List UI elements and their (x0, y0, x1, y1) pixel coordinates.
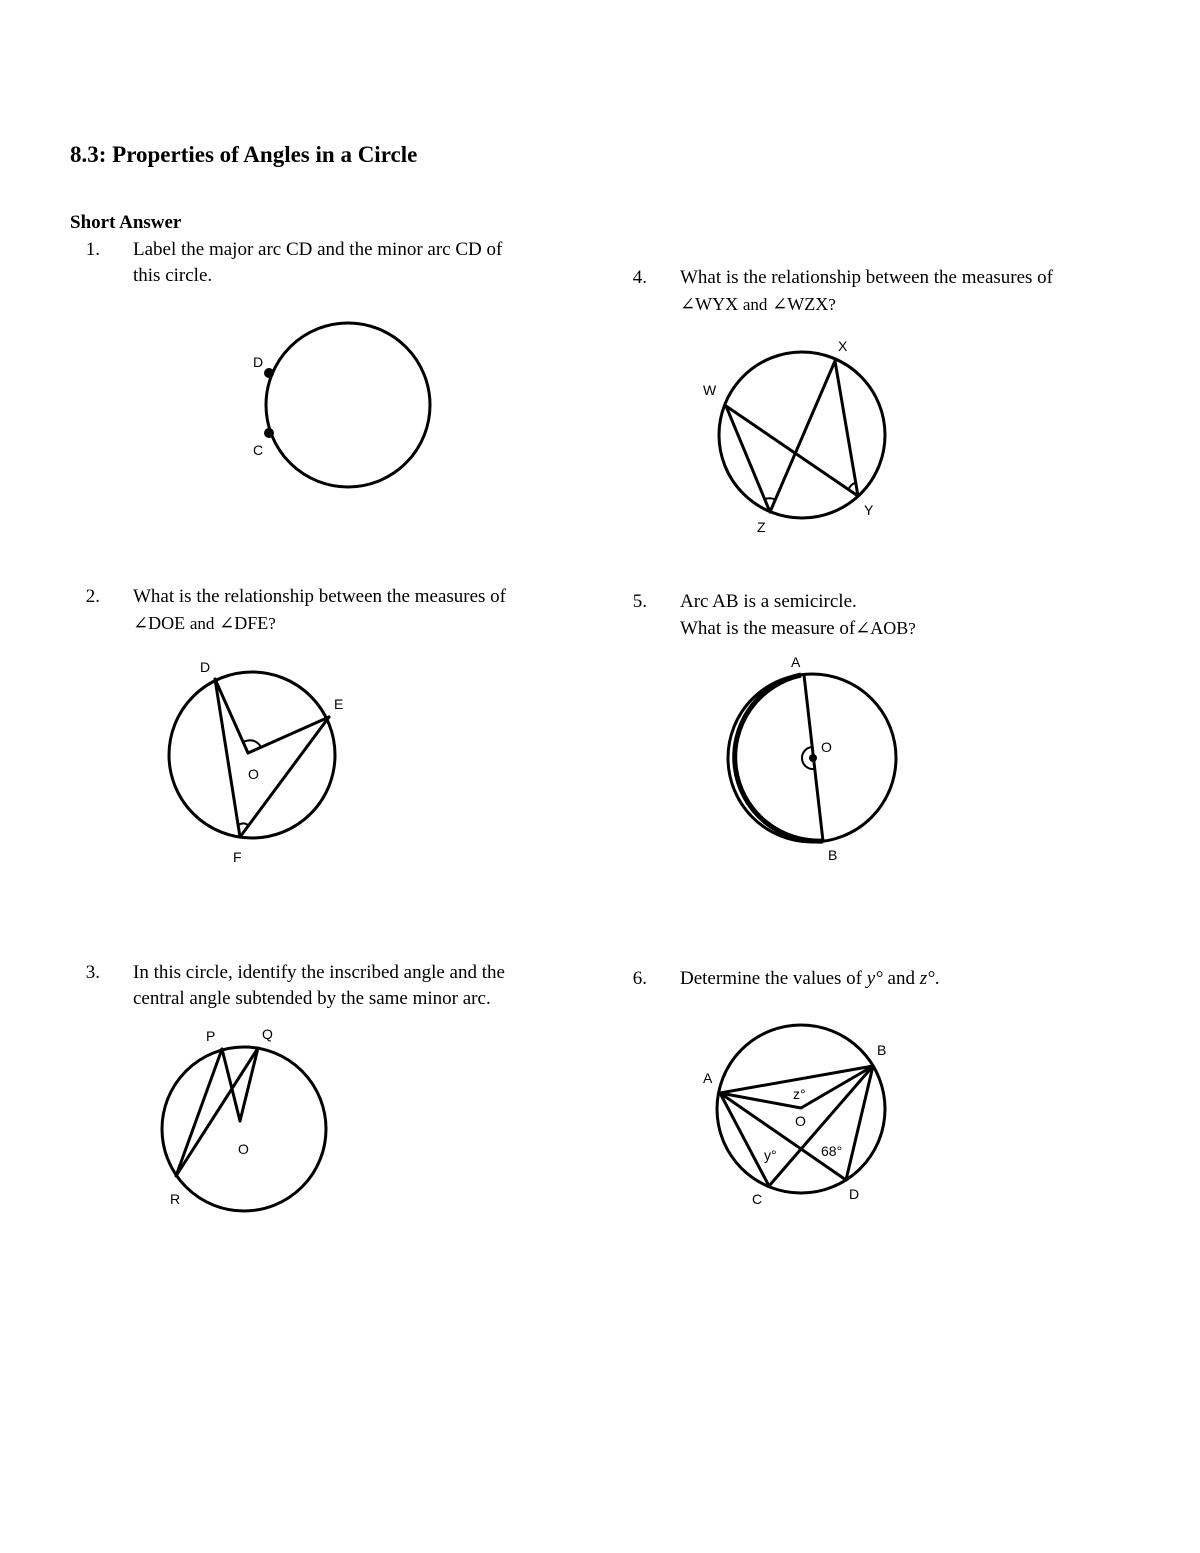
label-z: Z (757, 519, 766, 535)
conjunction: and (887, 968, 915, 989)
label-x: X (838, 338, 848, 354)
label-f: F (233, 849, 242, 865)
figure-5-circle (715, 650, 925, 863)
question-text-line: central angle subtended by the same minor arc. (133, 988, 491, 1009)
question-angle-line (680, 615, 916, 642)
angle-label: ∠WZX (772, 294, 829, 314)
point-c (264, 428, 274, 438)
conjunction: and (742, 295, 768, 314)
angle-marker-y (848, 483, 855, 490)
variable-y: y° (866, 968, 883, 989)
label-b: B (828, 847, 838, 863)
question-text-line: this circle. (133, 265, 213, 286)
label-p: P (206, 1028, 216, 1044)
variable-z: z° (919, 968, 935, 989)
figure-3-circle (150, 1020, 380, 1220)
figure-6-circle (695, 1020, 915, 1230)
label-y: Y (864, 502, 874, 518)
circle (266, 323, 430, 487)
question-number: 4. (632, 267, 647, 288)
point-d (264, 368, 274, 378)
label-c: C (253, 442, 264, 458)
section-heading: Short Answer (70, 212, 182, 233)
label-e: E (334, 696, 344, 712)
label-o: O (795, 1113, 806, 1129)
question-text-line: In this circle, identify the inscribed angle and the (133, 962, 505, 983)
question-text-line: Arc AB is a semicircle. (680, 591, 857, 612)
figure-1-circle (245, 315, 445, 495)
circle (169, 672, 335, 838)
label-68: 68° (821, 1143, 843, 1159)
label-a: A (791, 654, 801, 670)
question-number: 3. (85, 962, 100, 983)
question-angles-line (680, 291, 836, 318)
label-b: B (877, 1042, 887, 1058)
conjunction: and (189, 614, 215, 633)
figure-4-circle (695, 332, 915, 542)
question-text: What is the measure of (680, 618, 856, 639)
label-y: y° (764, 1147, 777, 1163)
label-o: O (821, 739, 832, 755)
label-r: R (170, 1191, 181, 1207)
question-number: 2. (85, 586, 100, 607)
label-q: Q (262, 1026, 273, 1042)
question-number: 1. (85, 239, 100, 260)
label-d: D (849, 1186, 860, 1202)
question-text-line: Label the major arc CD and the minor arc CD of (133, 239, 503, 260)
question-number: 6. (632, 968, 647, 989)
question-number: 5. (632, 591, 647, 612)
label-o: O (238, 1141, 249, 1157)
question-angles-line (133, 610, 276, 637)
label-d: D (253, 354, 264, 370)
label-w: W (703, 382, 717, 398)
label-o: O (248, 766, 259, 782)
period: . (934, 968, 940, 989)
question-text-line: What is the relationship between the measures of (680, 267, 1054, 288)
center-o (809, 754, 817, 762)
question-mark: ? (828, 295, 836, 314)
question-text-line (680, 966, 939, 992)
label-d: D (200, 659, 211, 675)
label-z: z° (793, 1086, 806, 1102)
angle-label: ∠WYX (680, 294, 739, 314)
angle-label: ∠DOE (133, 613, 186, 633)
angle-wyx (726, 361, 858, 496)
figure-2-circle (160, 655, 380, 865)
label-c: C (752, 1191, 763, 1207)
angle-label: ∠AOB (855, 618, 909, 638)
angle-wzx (726, 361, 835, 512)
label-a: A (703, 1070, 713, 1086)
angle-label: ∠DFE (219, 613, 269, 633)
question-mark: ? (268, 614, 276, 633)
question-text: Determine the values of (680, 968, 863, 989)
question-text-line: What is the relationship between the measures of (133, 586, 507, 607)
question-mark: ? (908, 619, 916, 638)
page-title: 8.3: Properties of Angles in a Circle (70, 142, 418, 167)
